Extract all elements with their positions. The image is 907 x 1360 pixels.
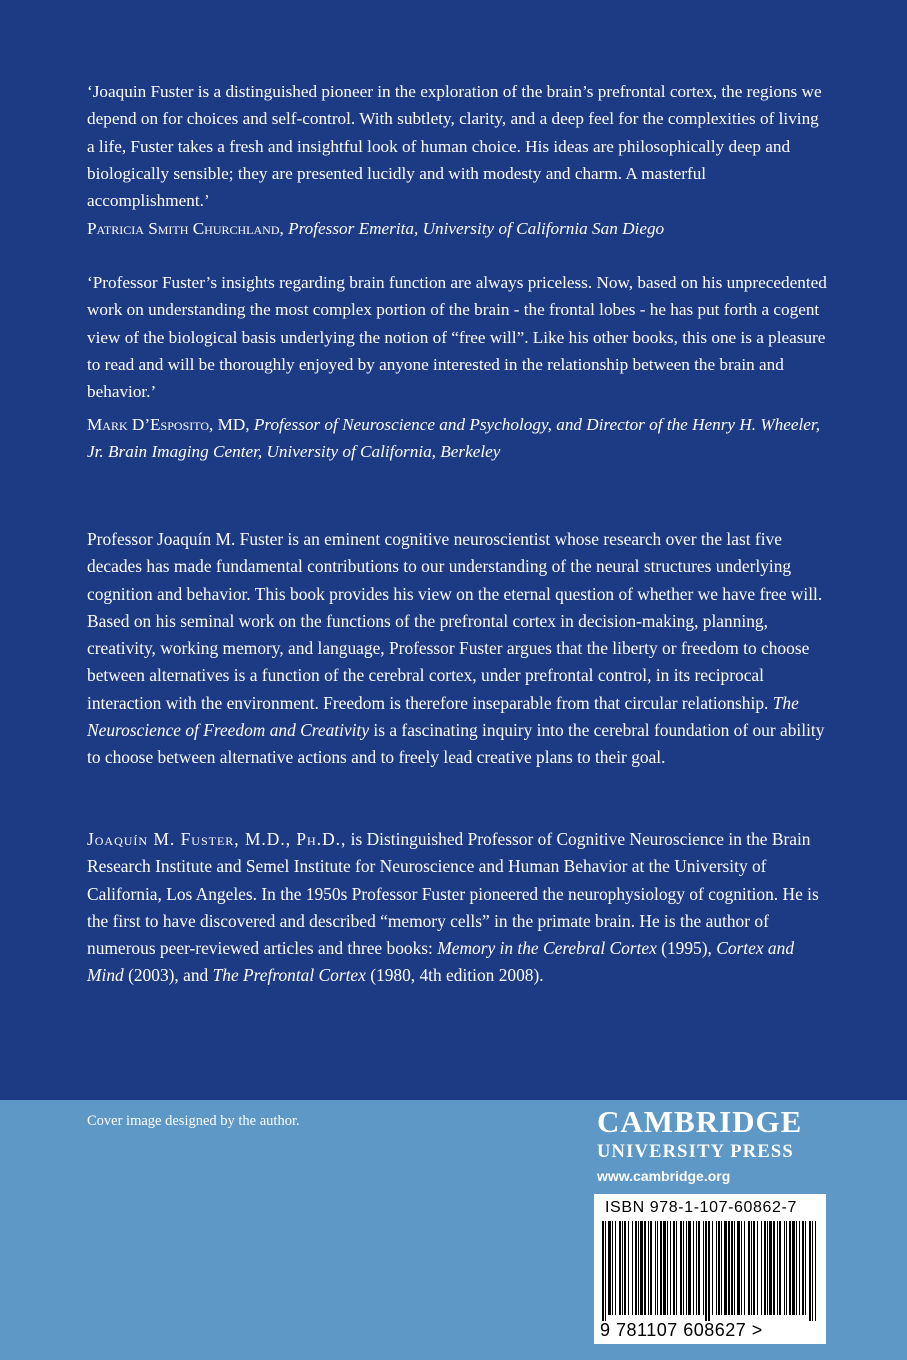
barcode-bar (688, 1221, 691, 1315)
bio-year-1: (1995), (656, 938, 717, 959)
barcode-bar (769, 1221, 772, 1315)
barcode-bar (663, 1221, 666, 1315)
barcode-bar (789, 1221, 791, 1315)
quote-churchland: ‘Joaquin Fuster is a distinguished pioneer in the exploration of the brain’s prefrontal cortex, the regions we depend on for choices and self-control. With subtlety, clarity, and a deep feel for the complexities of living a life, Fuster takes a fresh and insightful look of human choice. His ideas are philosophically deep and biologically sensible; they are presented lucidly and with modesty and charm. A masterful accomplishment.’ (87, 82, 822, 211)
barcode-bar (734, 1221, 735, 1315)
barcode-bar (619, 1221, 621, 1315)
cover-credit: Cover image designed by the author. (87, 1113, 300, 1129)
bio-book-3: The Prefrontal Cortex (212, 965, 366, 986)
barcode-bar (779, 1221, 781, 1315)
barcode-bar (667, 1221, 668, 1315)
barcode-bar (644, 1221, 646, 1315)
barcode-bar (696, 1221, 697, 1315)
bio-book-1: Memory in the Cerebral Cortex (437, 938, 657, 959)
barcode-bar (761, 1221, 762, 1315)
barcode-bar (812, 1221, 813, 1321)
bio-year-2: (2003), and (123, 965, 213, 986)
barcode-bar (716, 1221, 717, 1315)
barcode-bar (767, 1221, 768, 1315)
attribution-name: Mark D’Esposito (87, 415, 210, 434)
barcode-bar (792, 1221, 795, 1315)
barcode-bar (751, 1221, 752, 1315)
publisher-logo-name: CAMBRIDGE (597, 1104, 803, 1139)
isbn-label: ISBN 978-1-107-60862-7 (605, 1199, 797, 1216)
barcode-bar (605, 1221, 606, 1321)
barcode-bar (802, 1221, 804, 1315)
barcode-bar (670, 1221, 671, 1315)
barcode-bar (703, 1221, 704, 1315)
barcode-bar (708, 1221, 710, 1321)
barcode-bar (638, 1221, 639, 1315)
barcode-bar (676, 1221, 677, 1315)
barcode-bar (628, 1221, 629, 1315)
description-text: Professor Joaquín M. Fuster is an eminent cognitive neuroscientist whose research over the last five decades has made fundamental contributions to our understanding of the neural structures underlying cognition and behavior. This book provides his view on the eternal question of whether we have free will. Based on his seminal work on the functions of the prefrontal cortex in decision-making, planning, creativity, working memory, and language, Professor Fuster argues that the liberty or freedom to choose between alternatives is a function of the cerebral cortex, under prefrontal control, in its reciprocal interaction with the environment. Freedom is therefore inseparable from that circular relationship. (87, 529, 823, 713)
barcode-bar (718, 1221, 720, 1315)
bio-text: is Distinguished Professor of Cognitive Neuroscience in the Brain Research Institute and Semel Institute for Neuroscience and Human Behavior at the University of California, Los Angeles. In the 1950s Professor Fuster pioneered the neurophysiology of cognition. He is the first to have discovered and described “memory cells” in the primate brain. He is the author of numerous peer-reviewed articles and three books: (87, 829, 819, 959)
book-description (87, 526, 832, 772)
quote-desposito: ‘Professor Fuster’s insights regarding brain function are always priceless. Now, based on his unprecedented work on understanding the most complex portion of the brain - the frontal lobes - he has put forth a cogent view of the biological basis underlying the notion of “free will”. Like his other books, this one is a pleasure to read and will be thoroughly enjoyed by anyone interested in the relationship between the brain and behavior.’ (87, 273, 827, 402)
barcode-bar (705, 1221, 707, 1321)
bio-book-2: Cortex and Mind (87, 938, 795, 986)
barcode-bar (693, 1221, 694, 1315)
barcode-bar (773, 1221, 775, 1315)
barcode-bar (786, 1221, 787, 1315)
barcode-bar (698, 1221, 700, 1315)
barcode-bar (741, 1221, 742, 1315)
barcode-bar (753, 1221, 755, 1315)
barcode-bar (764, 1221, 766, 1315)
barcode-bar (731, 1221, 733, 1315)
description-text-end: is a fascinating inquiry into the cerebral foundation of our ability to choose between alternative actions and to freely lead creative plans to their goal. (87, 720, 825, 768)
barcode-bar (660, 1221, 662, 1315)
barcode-bar (640, 1221, 643, 1315)
barcode-bar (602, 1221, 604, 1321)
barcode-bar (657, 1221, 658, 1315)
barcode-bar (686, 1221, 687, 1315)
attribution-title: Professor of Neuroscience and Psychology, and Director of the Henry H. Wheeler, Jr. Brain Imaging Center, University of California, Berkeley (87, 415, 821, 462)
barcode-bar (622, 1221, 623, 1315)
barcode-bar (748, 1221, 750, 1315)
barcode-bar (724, 1221, 727, 1315)
barcode-bar (721, 1221, 722, 1315)
barcode-bar (648, 1221, 649, 1315)
barcode-bar (612, 1221, 613, 1315)
barcode-bar (635, 1221, 637, 1315)
isbn-barcode (594, 1194, 826, 1344)
quote-desposito-attribution (87, 411, 827, 466)
barcode-bar (796, 1221, 797, 1315)
barcode-bar (615, 1221, 616, 1315)
author-bio (87, 826, 832, 990)
barcode-bar (809, 1221, 811, 1321)
barcode-bar (650, 1221, 652, 1315)
barcode-bar (744, 1221, 745, 1315)
barcode-bar (799, 1221, 800, 1315)
barcode-bar (608, 1221, 611, 1315)
barcode-bar (815, 1221, 816, 1321)
barcode-bar (683, 1221, 684, 1315)
barcode-bar (784, 1221, 785, 1315)
barcode-bar (757, 1221, 758, 1315)
barcode-bar (737, 1221, 740, 1315)
barcode-bar (655, 1221, 656, 1315)
barcode-bar (805, 1221, 806, 1315)
book-title: The Neuroscience of Freedom and Creativity (87, 692, 799, 741)
quote-churchland-attribution: Patricia Smith Churchland, Professor Emerita, University of California San Diego (87, 219, 665, 238)
attribution-name: Patricia Smith Churchland (87, 219, 280, 238)
bio-year-3: (1980, 4th edition 2008). (365, 965, 544, 986)
barcode-bar (624, 1221, 626, 1315)
barcode-digits: 9 781107 608627 > (600, 1320, 763, 1340)
barcode-bar (673, 1221, 675, 1315)
barcode-bar (632, 1221, 633, 1315)
barcode-bars (602, 1221, 818, 1321)
publisher-logo-press: UNIVERSITY PRESS (597, 1142, 794, 1162)
publisher-website: www.cambridge.org (597, 1168, 731, 1184)
author-name: Joaquín M. Fuster, M.D., Ph.D., (87, 829, 347, 849)
barcode-bar (712, 1221, 713, 1315)
attribution-title: Professor Emerita, University of California San Diego (288, 219, 665, 238)
barcode-bar (777, 1221, 778, 1315)
attribution-degree: , MD, (209, 415, 254, 434)
barcode-bar (680, 1221, 682, 1315)
barcode-bar (728, 1221, 730, 1315)
